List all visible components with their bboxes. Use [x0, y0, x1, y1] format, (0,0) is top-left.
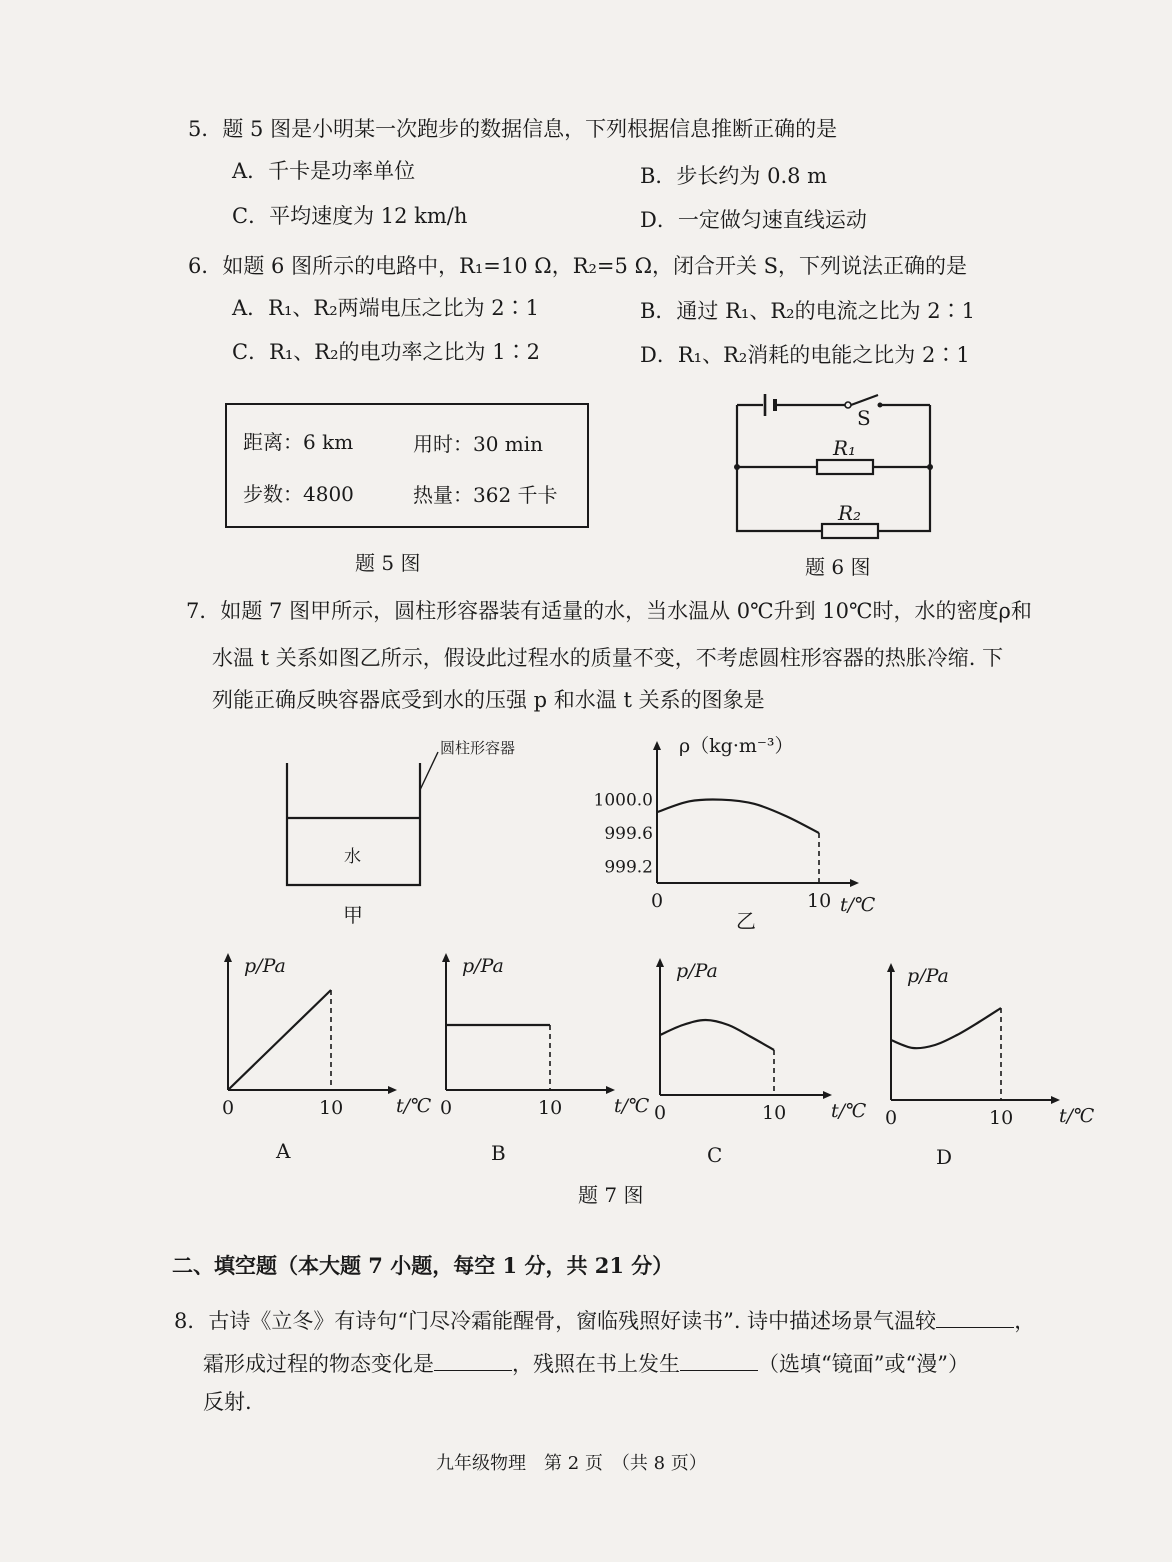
yi-label: 乙 [736, 909, 756, 933]
yi-ytick-2: 999.2 [604, 857, 653, 878]
opt-a-xtick-10: 10 [319, 1097, 344, 1119]
fig7-caption: 题 7 图 [578, 1183, 644, 1207]
opt-c-x-arrow [823, 1091, 832, 1099]
fig5-distance: 距离：6 km [243, 430, 354, 454]
option-label-d: D [936, 1145, 953, 1169]
q8-line1-end: ， [1014, 1309, 1036, 1333]
opt-b-xtick-0: 0 [440, 1097, 453, 1119]
fig5-caption: 题 5 图 [355, 551, 421, 575]
q8-line2-a: 霜形成过程的物态变化是 [203, 1352, 434, 1376]
q8-line2-b: ，残照在书上发生 [512, 1352, 680, 1376]
opt-a-x-arrow [388, 1086, 397, 1094]
yi-xlabel: t/℃ [840, 894, 876, 916]
q8-line1-text: 8．古诗《立冬》有诗句“门尽冷霜能醒骨，窗临残照好读书”. 诗中描述场景气温较 [174, 1309, 937, 1333]
yi-curve [657, 799, 819, 833]
q5-stem: 5．题 5 图是小明某一次跑步的数据信息，下列根据信息推断正确的是 [188, 117, 838, 141]
opt-c-ylabel: p/Pa [676, 960, 718, 982]
fig5-heat: 热量：362 千卡 [413, 483, 558, 507]
opt-a-xlabel: t/℃ [396, 1095, 432, 1117]
jia-label: 甲 [343, 903, 363, 927]
yi-x-arrow [850, 879, 859, 887]
opt-d-curve [891, 1008, 1001, 1048]
opt-d-xtick-10: 10 [989, 1107, 1014, 1129]
q8-line1 [174, 1309, 1035, 1332]
opt-b-x-arrow [606, 1086, 615, 1094]
q6-option-b: B．通过 R₁、R₂的电流之比为 2∶1 [640, 299, 975, 323]
q5-option-d: D．一定做匀速直线运动 [640, 208, 867, 232]
opt-c-xtick-10: 10 [762, 1102, 787, 1124]
q6-option-a: A．R₁、R₂两端电压之比为 2∶1 [232, 296, 540, 320]
opt-a-y-arrow [224, 953, 232, 962]
q5-option-b: B．步长约为 0.8 m [640, 164, 828, 188]
opt-b-ylabel: p/Pa [462, 955, 504, 977]
option-label-c: C [707, 1143, 723, 1167]
q6-stem: 6．如题 6 图所示的电路中，R₁=10 Ω，R₂=5 Ω，闭合开关 S，下列说法正确的是 [188, 254, 968, 278]
opt-a-ylabel: p/Pa [244, 955, 286, 977]
q8-line2 [203, 1352, 969, 1375]
yi-ylabel: ρ（kg·m⁻³） [679, 735, 794, 757]
q8-line2-c: （选填“镜面”或“漫”） [758, 1352, 969, 1376]
opt-d-y-arrow [887, 963, 895, 972]
q8-blank-2[interactable] [434, 1352, 512, 1371]
opt-a-xtick-0: 0 [222, 1097, 235, 1119]
q6-option-c: C．R₁、R₂的电功率之比为 1∶2 [232, 340, 540, 364]
q7-line1: 7．如题 7 图甲所示，圆柱形容器装有适量的水，当水温从 0℃升到 10℃时，水的密度ρ和 [186, 599, 1032, 623]
q7-line2: 水温 t 关系如图乙所示，假设此过程水的质量不变，不考虑圆柱形容器的热胀冷缩. 下 [212, 646, 1004, 670]
opt-a-curve [228, 990, 331, 1090]
opt-d-ylabel: p/Pa [907, 965, 949, 987]
page-footer: 九年级物理 第 2 页 （共 8 页） [436, 1453, 707, 1474]
opt-d-xlabel: t/℃ [1059, 1105, 1095, 1127]
r2-label: R₂ [838, 501, 862, 525]
q7-line3: 列能正确反映容器底受到水的压强 p 和水温 t 关系的图象是 [212, 688, 765, 712]
q8-line3: 反射. [203, 1390, 252, 1414]
option-label-a: A [276, 1139, 291, 1163]
q8-blank-3[interactable] [680, 1352, 758, 1371]
fig5-time: 用时：30 min [413, 432, 544, 456]
yi-y-arrow [653, 741, 661, 750]
opt-b-xtick-10: 10 [538, 1097, 563, 1119]
q5-option-c: C．平均速度为 12 km/h [232, 204, 468, 228]
q8-blank-1[interactable] [936, 1309, 1014, 1328]
switch-label: S [857, 406, 871, 430]
opt-c-xlabel: t/℃ [831, 1100, 867, 1122]
opt-d-xtick-0: 0 [885, 1107, 898, 1129]
q5-option-a: A．千卡是功率单位 [232, 159, 416, 183]
opt-c-xtick-0: 0 [654, 1102, 667, 1124]
opt-d-x-arrow [1051, 1096, 1060, 1104]
opt-b-y-arrow [442, 953, 450, 962]
opt-c-y-arrow [656, 958, 664, 967]
container-label: 圆柱形容器 [440, 739, 516, 757]
section2-heading: 二、填空题（本大题 7 小题，每空 1 分，共 21 分） [172, 1253, 674, 1278]
water-label: 水 [344, 847, 361, 867]
option-label-b: B [491, 1141, 506, 1165]
yi-xtick-0: 0 [651, 890, 664, 912]
yi-xtick-10: 10 [807, 890, 832, 912]
fig5-steps: 步数：4800 [243, 482, 354, 506]
opt-b-xlabel: t/℃ [614, 1095, 650, 1117]
q6-option-d: D．R₁、R₂消耗的电能之比为 2∶1 [640, 343, 970, 367]
opt-c-curve [660, 1020, 774, 1050]
fig6-caption: 题 6 图 [805, 555, 871, 579]
r1-label: R₁ [833, 436, 857, 460]
yi-ytick-1: 999.6 [604, 824, 653, 844]
yi-ytick-0: 1000.0 [593, 790, 653, 811]
